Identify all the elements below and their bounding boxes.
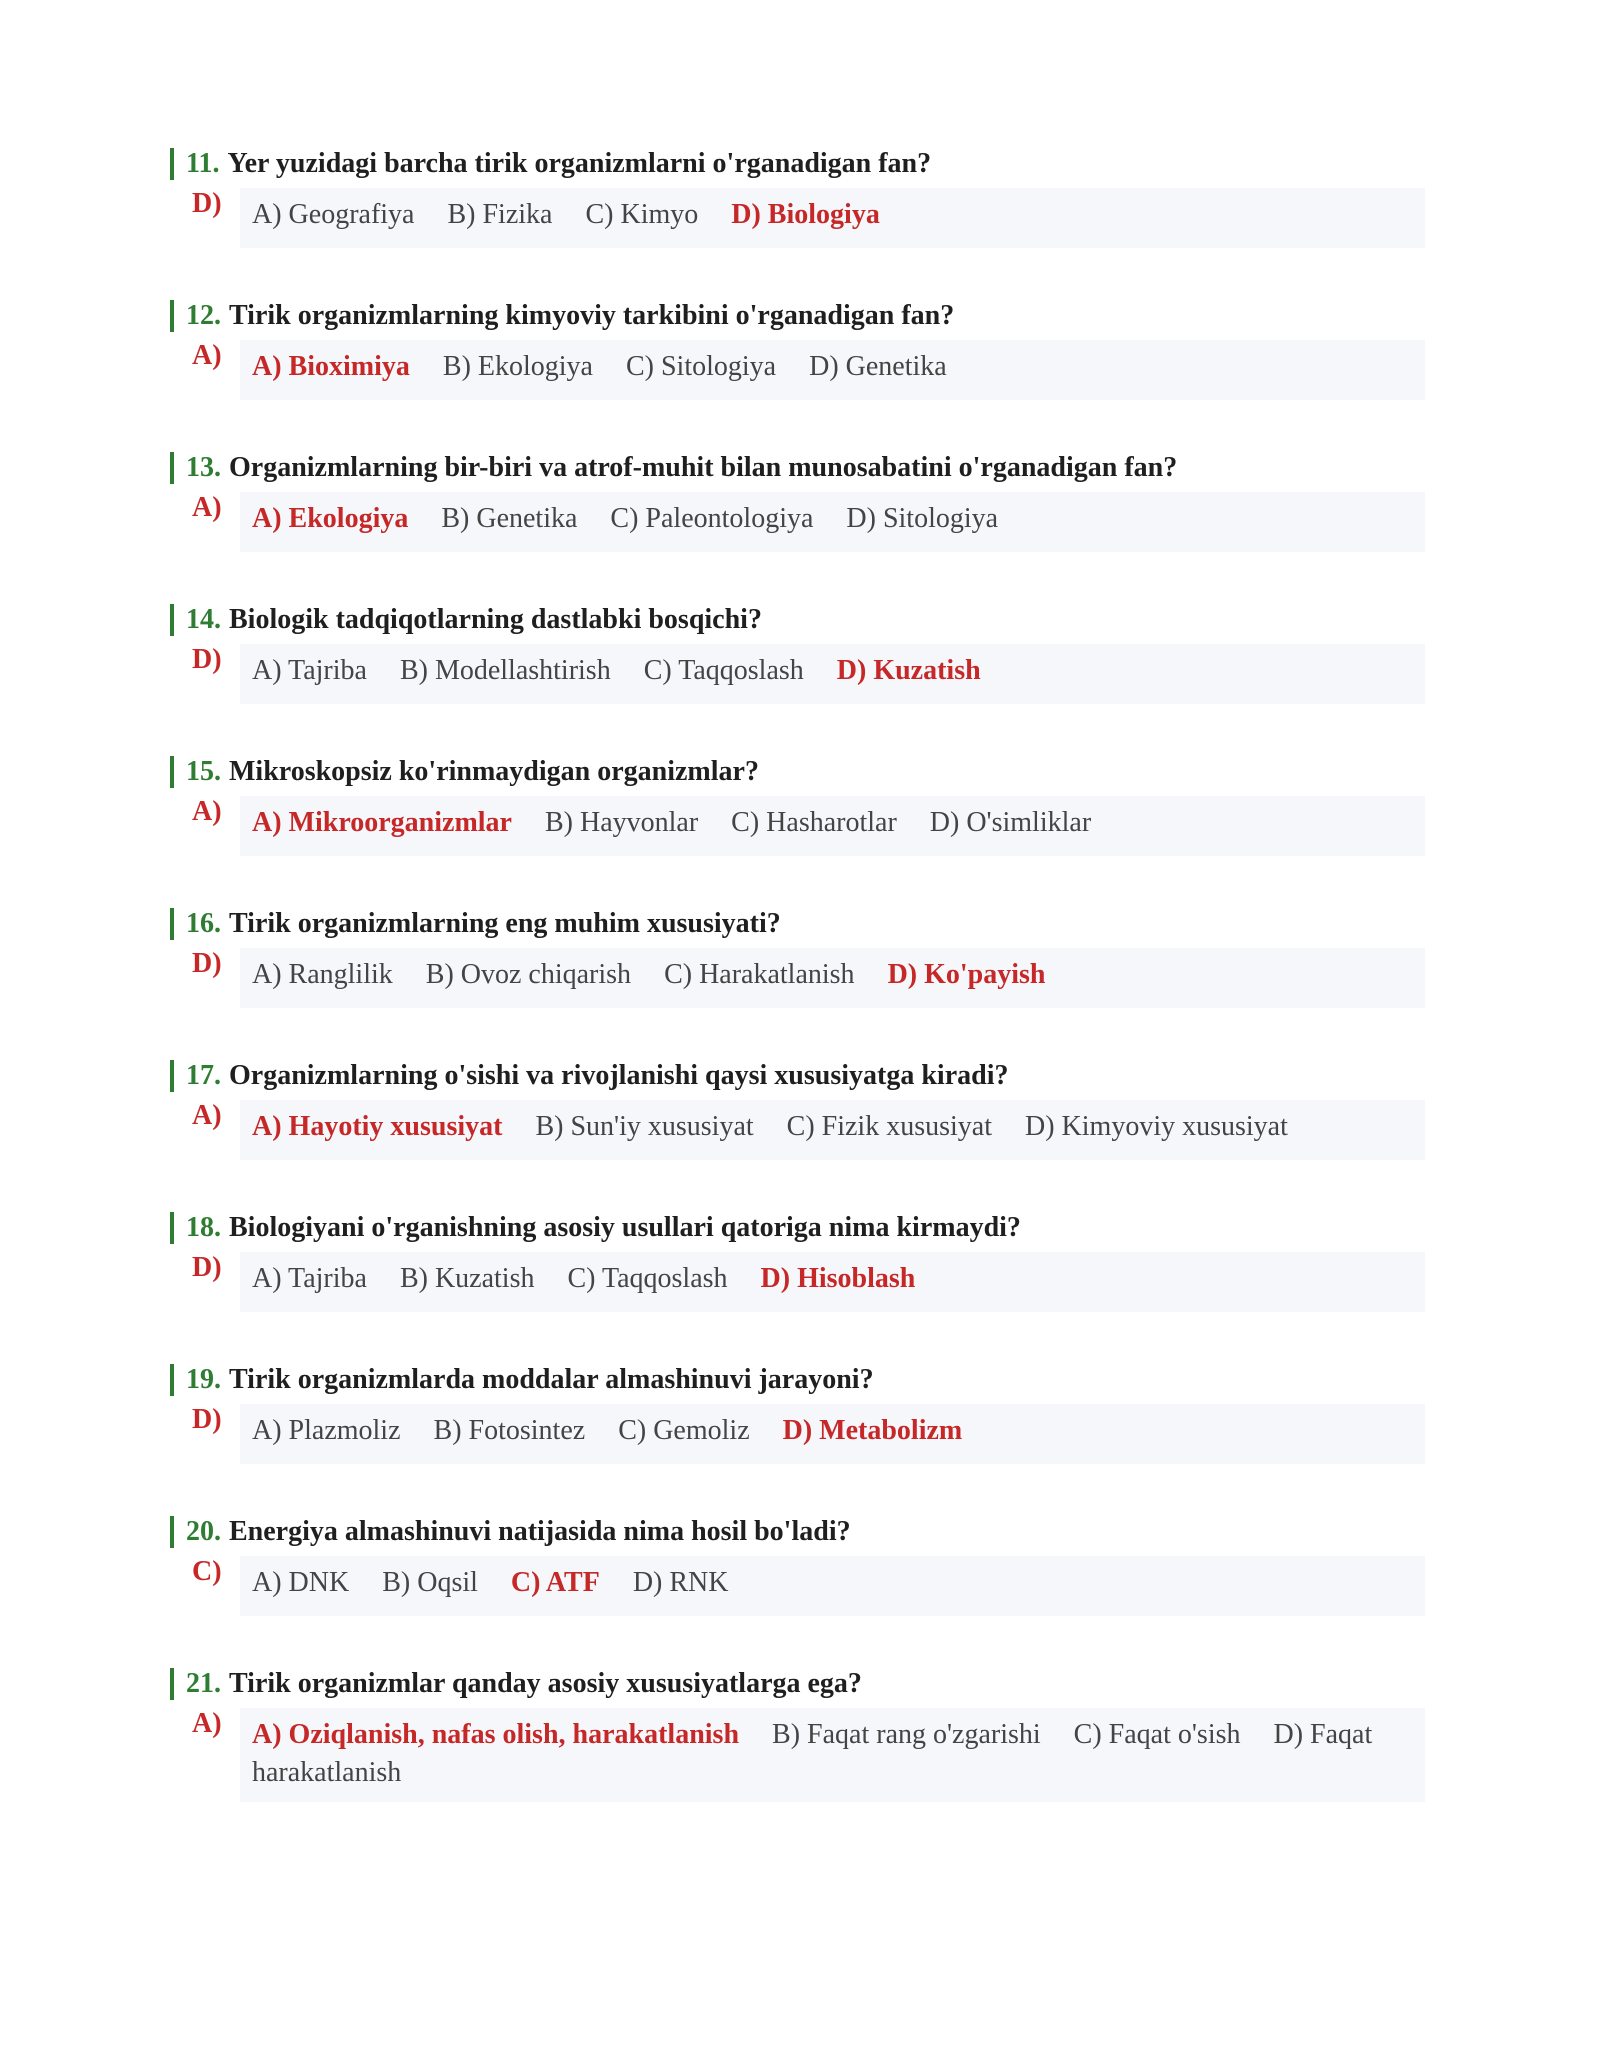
option: D) Sitologiya xyxy=(846,503,999,534)
option: B) Modellashtirish xyxy=(399,655,611,686)
option: C) Hasharotlar xyxy=(731,807,897,838)
option: A) Ranglilik xyxy=(252,959,393,990)
question-number: 20. xyxy=(186,1516,221,1547)
options-box xyxy=(240,1404,1425,1464)
question-text: Tirik organizmlar qanday asosiy xususiyatlarga ega? xyxy=(229,1668,862,1699)
option: D) O'simliklar xyxy=(929,807,1092,838)
question-number: 11. xyxy=(186,148,220,179)
answer-key: A) xyxy=(192,1708,222,1739)
option: B) Fotosintez xyxy=(433,1415,586,1446)
option-correct: D) Ko'payish xyxy=(887,959,1046,990)
option: B) Kuzatish xyxy=(399,1263,535,1294)
question-text: Tirik organizmlarning eng muhim xususiyati? xyxy=(229,908,781,939)
question-heading xyxy=(170,300,954,332)
option: C) Fizik xususiyat xyxy=(786,1111,992,1142)
option: A) Geografiya xyxy=(252,199,415,230)
option: C) Faqat o'sish xyxy=(1073,1719,1241,1750)
answer-key: D) xyxy=(192,948,222,979)
options-box xyxy=(240,340,1425,400)
answer-key: D) xyxy=(192,644,222,675)
answer-key: C) xyxy=(192,1556,222,1587)
question-heading xyxy=(170,148,931,180)
question-number: 14. xyxy=(186,604,221,635)
question-heading xyxy=(170,452,1177,484)
answer-key: D) xyxy=(192,1404,222,1435)
options-box xyxy=(240,644,1425,704)
question-number: 12. xyxy=(186,300,221,331)
question-heading xyxy=(170,1668,862,1700)
question-text: Tirik organizmlarning kimyoviy tarkibini o'rganadigan fan? xyxy=(229,300,955,331)
answer-key: D) xyxy=(192,1252,222,1283)
answer-key: A) xyxy=(192,796,222,827)
options-box xyxy=(240,1708,1425,1802)
question-heading xyxy=(170,1364,874,1396)
option: C) Taqqoslash xyxy=(643,655,804,686)
option-correct: D) Kuzatish xyxy=(836,655,981,686)
options-box xyxy=(240,948,1425,1008)
option: A) DNK xyxy=(252,1567,350,1598)
option: B) Fizika xyxy=(447,199,553,230)
options-box xyxy=(240,1100,1425,1160)
option: B) Sun'iy xususiyat xyxy=(535,1111,754,1142)
answer-key: D) xyxy=(192,188,222,219)
option: B) Ekologiya xyxy=(442,351,593,382)
option: D) Genetika xyxy=(809,351,947,382)
question-heading xyxy=(170,604,762,636)
option-correct: A) Oziqlanish, nafas olish, harakatlanish xyxy=(252,1719,740,1750)
option: A) Tajriba xyxy=(252,655,367,686)
question-text: Tirik organizmlarda moddalar almashinuvi jarayoni? xyxy=(229,1364,874,1395)
option: B) Hayvonlar xyxy=(544,807,699,838)
option: C) Paleontologiya xyxy=(610,503,814,534)
option-correct: C) ATF xyxy=(510,1567,600,1598)
question-text: Organizmlarning o'sishi va rivojlanishi qaysi xususiyatga kiradi? xyxy=(229,1060,1009,1091)
options-box xyxy=(240,1252,1425,1312)
option: B) Oqsil xyxy=(382,1567,478,1598)
question-text: Energiya almashinuvi natijasida nima hosil bo'ladi? xyxy=(229,1516,851,1547)
question-heading xyxy=(170,1060,1008,1092)
option-correct: A) Mikroorganizmlar xyxy=(252,807,512,838)
question-number: 15. xyxy=(186,756,221,787)
options-box xyxy=(240,1556,1425,1616)
options-box xyxy=(240,188,1425,248)
option: C) Taqqoslash xyxy=(567,1263,728,1294)
question-number: 21. xyxy=(186,1668,221,1699)
question-number: 16. xyxy=(186,908,221,939)
option-correct: D) Hisoblash xyxy=(760,1263,916,1294)
question-heading xyxy=(170,908,781,940)
option: D) RNK xyxy=(632,1567,729,1598)
option: C) Kimyo xyxy=(585,199,699,230)
question-number: 18. xyxy=(186,1212,221,1243)
option-correct: A) Bioximiya xyxy=(252,351,410,382)
question-text: Organizmlarning bir-biri va atrof-muhit bilan munosabatini o'rganadigan fan? xyxy=(229,452,1178,483)
option-correct: A) Ekologiya xyxy=(252,503,409,534)
options-box xyxy=(240,796,1425,856)
answer-key: A) xyxy=(192,340,222,371)
question-number: 17. xyxy=(186,1060,221,1091)
question-heading xyxy=(170,1212,1021,1244)
answer-key: A) xyxy=(192,492,222,523)
option: B) Faqat rang o'zgarishi xyxy=(772,1719,1041,1750)
question-number: 13. xyxy=(186,452,221,483)
option: B) Genetika xyxy=(441,503,578,534)
question-heading xyxy=(170,756,759,788)
options-box xyxy=(240,492,1425,552)
option-correct: A) Hayotiy xususiyat xyxy=(252,1111,503,1142)
question-text: Biologik tadqiqotlarning dastlabki bosqichi? xyxy=(229,604,762,635)
option: C) Gemoliz xyxy=(618,1415,750,1446)
answer-key: A) xyxy=(192,1100,222,1131)
question-text: Yer yuzidagi barcha tirik organizmlarni o'rganadigan fan? xyxy=(227,148,932,179)
option: C) Harakatlanish xyxy=(664,959,855,990)
option: A) Tajriba xyxy=(252,1263,367,1294)
option: A) Plazmoliz xyxy=(252,1415,401,1446)
question-number: 19. xyxy=(186,1364,221,1395)
option: D) Faqat harakatlanish xyxy=(252,1719,1373,1788)
option: D) Kimyoviy xususiyat xyxy=(1025,1111,1288,1142)
question-text: Biologiyani o'rganishning asosiy usullari qatoriga nima kirmaydi? xyxy=(229,1212,1021,1243)
option-correct: D) Biologiya xyxy=(731,199,880,230)
option-correct: D) Metabolizm xyxy=(782,1415,963,1446)
question-heading xyxy=(170,1516,851,1548)
option: C) Sitologiya xyxy=(625,351,777,382)
question-text: Mikroskopsiz ko'rinmaydigan organizmlar? xyxy=(229,756,759,787)
option: B) Ovoz chiqarish xyxy=(425,959,632,990)
